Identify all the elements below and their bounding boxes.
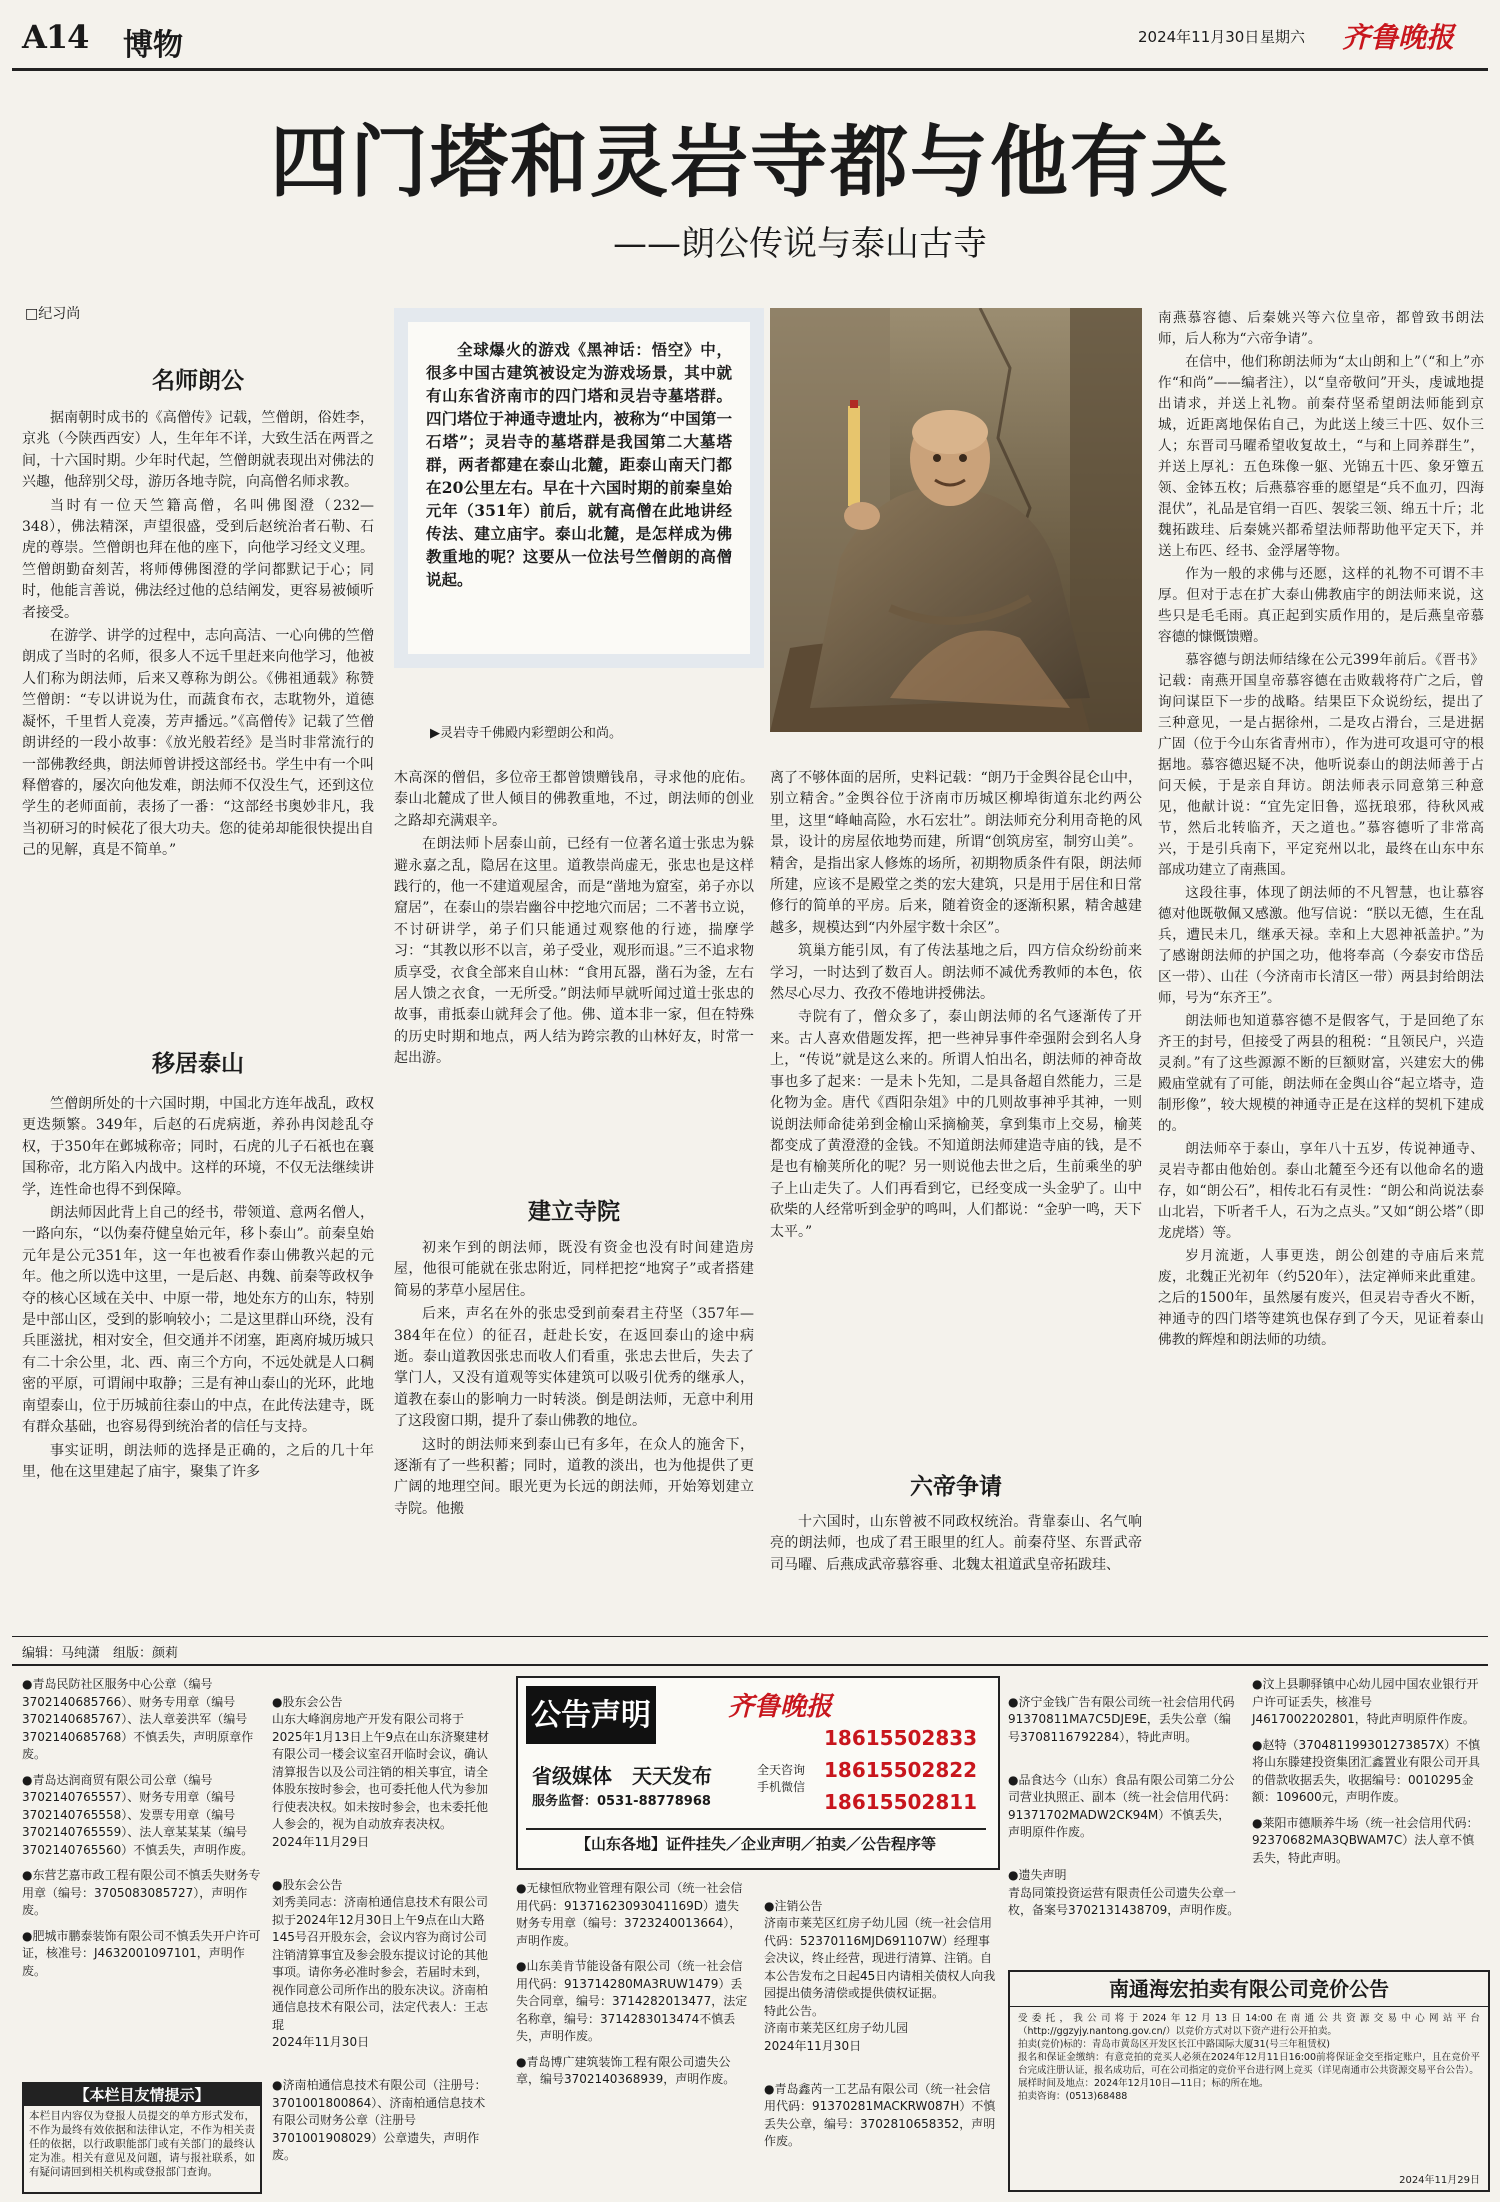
classified-ad: ●莱阳市德顺养牛场（统一社会信用代码：92370682MA3QBWAM7C）法人章不慎丢失，特此声明。 [1252,1815,1479,1865]
classified-ad: ●注销公告 济南市莱芜区红房子幼儿园（统一社会信用代码：52370116MJD691107W）经理事会决议，终止经营，现进行清算、注销。自本公告发布之日起45日内请相关债权人向我园提出债务清偿或提供债权证据。 特此公告。 济南市莱芜区红房子幼儿园 2024年11月30日 [764,1898,996,2053]
newspaper-logo: 齐鲁晚报 [1342,21,1455,54]
ads-column-5 [1008,1676,1240,1945]
classified-ad: ●青岛博广建筑装饰工程有限公司遗失公章，编号3702140368939，声明作废。 [516,2054,736,2086]
page-header [0,0,1500,75]
lead-text: 全球爆火的游戏《黑神话：悟空》中，很多中国古建筑被设定为游戏场景，其中就有山东省济南市的四门塔和灵岩寺墓塔群。四门塔位于神通寺遗址内，被称为“中国第一石塔”；灵岩寺的墓塔群是我国第二大墓塔群，两者都建在泰山北麓，距泰山南天门都在20公里左右。早在十六国时期的前秦皇始元年（351年）前后，就有高僧在此地讲经传法、建立庙宇。泰山北麓，是怎样成为佛教重地的呢？这要从一位法号竺僧朗的高僧说起。 [426,340,732,589]
classified-ad: ●济宁金钱广告有限公司统一社会信用代码91370811MA7C5DJE9E，丢失公章（编号3708116792284），特此声明。 [1008,1694,1235,1744]
paragraph: 当时有一位天竺籍高僧，名叫佛图澄（232—348），佛法精深，声望很盛，受到后赵统治者石勒、石虎的尊崇。竺僧朗也拜在他的座下，向他学习经文义理。竺僧朗勤奋刻苦，将师傅佛图澄的学问都默记于心；同时，他能言善说，佛法经过他的总结阐发，更容易被倾听者接受。 [22,497,374,621]
classified-ad: ●无棣恒欣物业管理有限公司（统一社会信用代码：91371623093041169D）遗失财务专用章（编号：3723240013664），声明作废。 [516,1881,743,1948]
subheading-liudi: 六帝争请 [910,1474,1002,1500]
ad-box-phone: 18615502822 [824,1758,978,1782]
paragraph: 寺院有了，僧众多了，泰山朗法师的名气逐渐传了开来。古人喜欢借题发挥，把一些神异事件牵强附会到名人身上，“传说”就是这么来的。所谓人怕出名，朗法师的神奇故事也多了起来：一是未卜先知，二是具备超自然能力，三是化物为金。唐代《酉阳杂俎》中的几则故事神乎其神，一则说朗法师命徒弟到金榆山采摘榆荚，拿到集市上交易，榆荚都变成了黄澄澄的金钱。不知道朗法师建造寺庙的钱，是不是也有榆荚所化的呢？另一则说他去世之后，生前乘坐的驴子上山走失了。人们再看到它，已经变成一头金驴了。山中砍柴的人经常听到金驴的鸣叫，人们都说：“金驴一鸣，天下太平。” [770,1009,1142,1240]
classified-ad: ●青岛民防社区服务中心公章（编号3702140685766）、财务专用章（编号3702140685767）、法人章姜洪军（编号3702140685768）不慎丢失，声明原章作废。 [22,1677,254,1761]
classified-ad: ●山东美肯节能设备有限公司（统一社会信用代码：913714280MA3RUW1479）丢失合同章，编号：3714282013477，法定名称章，编号：3714283013474不慎丢失，声明作废。 [516,1959,748,2043]
classified-ad: ●汶上县聊驿镇中心幼儿园中国农业银行开户许可证丢失，核准号J4617002202801，特此声明原件作废。 [1252,1677,1479,1726]
editor-credits: 编辑：马纯潇 组版：颜莉 [22,1646,179,1661]
lead-box-inner [408,322,750,654]
classified-ad: ●青岛达润商贸有限公司公章（编号3702140765557）、财务专用章（编号3702140765558）、发票专用章（编号3702140765559）、法人章某某某（编号3702140765560）不慎丢失，声明作废。 [22,1772,254,1857]
subheading-yiju: 移居泰山 [152,1051,244,1077]
auction-body: 受委托，我公司将于2024年12月13日14:00在南通公共资源交易中心网站平台（http://ggzyjy.nantong.gov.cn/）以竞价方式对以下资产进行公开拍卖。 拍卖(竞价)标的：青岛市黄岛区开发区长江中路国际大厦31(号三年租赁权) 报名和保证金缴纳：有意竞拍的竞买人必须在2024年12月11日16:00前将保证金交至指定账户，且在竞价平台完成注册认证，报名成功后，可在公司指定的竞价平台进行网上竞买（详见南通市公共资源交易平台公告）。 展样时间及地点：2024年12月10日—11日；标的所在地。 拍卖咨询：(0513)68488 [1018,2013,1480,2102]
paragraph: 朗法师卒于泰山，享年八十五岁，传说神通寺、灵岩寺都由他始创。泰山北麓至今还有以他命名的遗存，如“朗公石”，相传北石有灵性：“朗公和尚说法泰山北岩，下听者千人，石为之点头。”又如“朗公塔”（即龙虎塔）等。 [1158,1141,1484,1241]
paragraph: 作为一般的求佛与还愿，这样的礼物不可谓不丰厚。但对于志在扩大泰山佛教庙宇的朗法师来说，这些只是毛毛雨。真正起到实质作用的，是后燕皇帝慕容德的慷慨馈赠。 [1158,566,1484,645]
paragraph: 这段往事，体现了朗法师的不凡智慧，也让慕容德对他既敬佩又感激。他写信说：“朕以无德，生在乱兵，遭民未几，继承天禄。幸和上大恩神祇盖护。”为了感谢朗法师的护国之功，他将奉高（今泰安市岱岳区一带）、山茌（今济南市长清区一带）两县封给朗法师，号为“东齐王”。 [1158,885,1484,1006]
column-2a [394,768,754,1072]
paragraph: 南燕慕容德、后秦姚兴等六位皇帝，都曾致书朗法师，后人称为“六帝争请”。 [1158,310,1484,347]
classified-ad: ●青岛鑫芮一工艺品有限公司（统一社会信用代码：91370281MACKRW087H）不慎丢失公章，编号：3702810658352，声明作废。 [764,2081,996,2148]
notice-body: 本栏目内容仅为登报人员提交的单方形式发布，不作为最终有效依据和法律认定，不作为相关责任的依据，以行政职能部门或有关部门的最终认定为准。相关有意见及问题，请与报社联系，如有疑问请回到相关机构或登报部门查询。 [29,2110,255,2178]
ads-column-3 [516,1880,748,2097]
column-4 [1158,308,1484,1353]
classified-ad: ●肥城市鹏泰装饰有限公司不慎丢失开户许可证，核准号：J4632001097101，声明作废。 [22,1928,261,1978]
column-3b [770,1512,1142,1578]
paragraph: 岁月流逝，人事更迭，朗公创建的寺庙后来荒废，北魏正光初年（约520年），法定禅师来此重建。之后的1500年，虽然屡有废兴，但灵岩寺香火不断，神通寺的四门塔等建筑也保存到了今天，见证着泰山佛教的辉煌和朗法师的功绩。 [1158,1248,1484,1348]
notice-box [22,2082,262,2194]
article-title: 四门塔和灵岩寺都与他有关 [269,117,1230,208]
article-photo [770,308,1142,732]
column-1a [22,408,374,864]
ad-box-bar: 【山东各地】证件挂失／企业声明／拍卖／公告程序等 [526,1828,986,1858]
credits-rule [12,1636,1488,1637]
auction-notice-box [1008,1970,1490,2192]
paragraph: 事实证明，朗法师的选择是正确的，之后的几十年里，他在这里建起了庙宇，聚集了许多 [22,1442,374,1480]
auction-date: 2024年11月29日 [1399,2175,1480,2186]
byline: □纪习尚 [25,306,81,322]
classified-ad: ●遗失声明 青岛同策投资运营有限责任公司遗失公章一枚，备案号3702131438709，声明作废。 [1008,1868,1240,1917]
ads-column-2 [272,1676,492,2190]
header-rule [12,68,1488,71]
lead-box [394,308,764,668]
classified-ad: ●股东会公告 山东大峰润房地产开发有限公司将于2025年1月13日上午9点在山东济聚建材有限公司一楼会议室召开临时会议，确认清算报告以及公司注销的相关事宜，请全体股东按时参会，也可委托他人代为参加行使表决权。如未按时参会，也未委托他人参会的，视为自动放弃表决权。 2024年11月29日 [272,1694,490,1849]
photo-caption-text: ▶灵岩寺千佛殿内彩塑朗公和尚。 [430,726,622,741]
article-subtitle: ——朗公传说与泰山古寺 [613,224,987,264]
classified-ad: ●赵特（370481199301273857X）不慎将山东滕建投资集团汇鑫置业有限公司开具的借款收据丢失，收据编号：0010295金额：109600元，声明作废。 [1252,1737,1481,1804]
classified-ad: ●品食达今（山东）食品有限公司第二分公司营业执照正、副本（统一社会信用代码：91371702MADW2CK94M）不慎丢失，声明原件作废。 [1008,1772,1237,1839]
paragraph: 朗法师因此背上自己的经书，带领道、意两名僧人，一路向东，“以伪秦苻健皇始元年，移卜泰山”。前秦皇始元年是公元351年，这一年也被看作泰山佛教兴起的元年。他之所以选中这里，一是后赵、冉魏、前秦等政权争夺的核心区域在关中、中原一带，地处东方的山东，特别是中部山区，受到的影响较小；二是这里群山环绕，没有兵匪滋扰，相对安全，但交通并不闭塞，距离府城历城只有二十余公里，北、西、南三个方向，不远处就是人口稠密的平原，可谓闹中取静；三是有神山泰山的光环，此地南望泰山，位于历城前往泰山的中点，在此传法建寺，既有群众基础，也容易得到统治者的信任与支持。 [22,1205,374,1436]
page-number: A14 [22,18,89,56]
paragraph: 在游学、讲学的过程中，志向高洁、一心向佛的竺僧朗成了当时的名师，很多人不远千里赶来向他学习，他被人们称为朗法师，后来又尊称为朗公。《佛祖通载》称赞竺僧朗：“专以讲说为仕，而蔬食布衣，志耽物外，道德凝怀，千里哲人竞凑，芳声播远。”《高僧传》记载了竺僧朗讲经的一段小故事：《放光般若经》是当时非常流行的一部佛教经典，朗法师曾讲授这部经书。学生中有一个叫释僧睿的，屡次向他发难，朗法师不仅没生气，还到这位学生的老师面前，表扬了一番：“这部经书奥妙非凡，我当初研习的时候花了很大功夫。您的徒弟却能很快提出自己的见解，真是不简单。” [22,628,374,859]
ad-box-title: 公告声明 [531,1698,651,1733]
paragraph: 十六国时，山东曾被不同政权统治。背靠泰山、名气响亮的朗法师，也成了君王眼里的红人。前秦苻坚、东晋武帝司马曜、后燕成武帝慕容垂、北魏太祖道武皇帝拓跋珪、 [770,1514,1142,1573]
ad-box-brand: 齐鲁晚报 [728,1692,833,1722]
notice-title: 【本栏目友情提示】 [24,2084,260,2106]
subheading-mingshi: 名师朗公 [152,368,244,394]
paragraph: 筑巢方能引凤，有了传法基地之后，四方信众纷纷前来学习，一时达到了数百人。朗法师不减优秀教师的本色，依然尽心尽力、孜孜不倦地讲授佛法。 [770,943,1142,1003]
column-2b [394,1238,754,1522]
paragraph: 在信中，他们称朗法师为“太山朗和上”（“和上”亦作“和尚”——编者注），以“皇帝敬问”开头，虔诚地提出请求，并送上礼物。前秦苻坚希望朗法师能到京城，近距离地保佑自己，为此送上绫三十匹、奴仆三人；东晋司马曜希望收复故土，“与和上同养群生”，并送上厚礼：五色珠像一躯、光锦五十匹、象牙簟五领、金钵五枚；后燕慕容垂的愿望是“兵不血刃，四海混伏”，礼品是官绢一百匹、袈裟三领、绵五十斤；北魏拓跋珪、后秦姚兴都希望法师帮助他平定天下，并送上布匹、经书、金浮屠等物。 [1158,354,1484,559]
subheading-jianli: 建立寺院 [528,1199,620,1225]
ad-box-phone: 18615502833 [824,1726,978,1750]
issue-weekday: 星期六 [1260,28,1306,46]
ad-box-service: 服务监督：0531-88778968 [532,1794,711,1809]
ads-column-6 [1252,1676,1486,1875]
column-1b [22,1094,374,1485]
paragraph: 这时的朗法师来到泰山已有多年，在众人的施舍下，逐渐有了一些积蓄；同时，道教的淡出，也为他提供了更广阔的地理空间。眼光更为长远的朗法师，开始筹划建立寺院。他搬 [394,1436,754,1517]
paragraph: 朗法师也知道慕容德不是假客气，于是回绝了东齐王的封号，但接受了两县的租税：“且领民户，兴造灵刹。”有了这些源源不断的巨额财富，兴建宏大的佛殿庙堂就有了可能，朗法师在金舆山谷“起立塔寺，造制形像”，较大规模的神通寺正是在这样的契机下建成的。 [1158,1013,1484,1134]
paragraph: 离了不够体面的居所，史料记载：“朗乃于金舆谷昆仑山中，别立精舍。”金舆谷位于济南市历城区柳埠街道东北约两公里，这里“峰岫高险，水石宏壮”。朗法师充分利用奇艳的风景，设计的房屋依地势而建，所谓“创筑房室，制穷山美”。精舍，是指出家人修炼的场所，初期物质条件有限，朗法师所建，应该不是殿堂之类的宏大建筑，只是用于居住和日常修行的简单的平房。后来，随着资金的逐渐积累，精舍越建越多，规模达到“内外屋宇数十余区”。 [770,770,1142,936]
issue-date: 2024年11月30日 [1138,28,1260,46]
ads-top-rule [12,1664,1488,1666]
paragraph: 在朗法师卜居泰山前，已经有一位著名道士张忠为躲避永嘉之乱，隐居在这里。道教崇尚虚无，张忠也是这样践行的，他一不建道观屋舍，而是“凿地为窟室，弟子亦以窟居”，在泰山的崇岩幽谷中挖地穴而居；二不著书立说，不讨研讲学，弟子们只能通过观察他的行迹，揣摩学习：“其教以形不以言，弟子受业，观形而退。”三不追求物质享受，衣食全部来自山林：“食用瓦器，凿石为釜，左右居人馈之衣食，一无所受。”朗法师早就听闻过道士张忠的故事，甫抵泰山就拜会了他。佛、道本非一家，但在特殊的历史时期和地点，两人结为跨宗教的山林好友，时常一起出游。 [394,836,754,1067]
ad-box-phone: 18615502811 [824,1790,978,1814]
ad-box-slogan: 省级媒体 天天发布 [532,1764,712,1788]
classified-ad: ●济南柏通信息技术有限公司（注册号：3701001800864）、济南柏通信息技术有限公司财务公章（注册号3701001908029）公章遗失，声明作废。 [272,2078,487,2162]
ads-column-4 [764,1880,996,2176]
paragraph: 后来，声名在外的张忠受到前秦君主苻坚（357年—384年在位）的征召，赶赴长安，在返回泰山的途中病逝。泰山道教因张忠而收人们看重，张忠去世后，失去了掌门人，又没有道观等实体建筑可以吸引优秀的继承人，道教在泰山的影响力一时转淡。倒是朗法师，无意中利用了这段窗口期，提升了泰山佛教的地位。 [394,1306,754,1430]
auction-title: 南通海宏拍卖有限公司竞价公告 [1010,1972,1488,2007]
photo-caption [430,722,770,746]
ads-column-1 [22,1676,262,1988]
paragraph: 慕容德与朗法师结缘在公元399年前后。《晋书》记载：南燕开国皇帝慕容德在击败载将苻广之后，曾询问谋臣下一步的战略。结果臣下众说纷纭，提出了三种意见，一是占据徐州，二是攻占滑台，三是进据广固（位于今山东省青州市），作为进可攻退可守的根据地。慕容德迟疑不决，他听说泰山的朗法师善于占问天候，于是亲自拜访。朗法师表示同意第三种意见，他献计说：“宜先定旧鲁，巡抚琅邪，待秋风戒节，然后北转临齐，天之道也。”慕容德听了非常高兴，于是引兵南下，平定兖州以北，最终在山东中东部成功建立了南燕国。 [1158,652,1484,878]
monk-statue-image [770,308,1142,732]
paragraph: 竺僧朗所处的十六国时期，中国北方连年战乱，政权更迭频繁。349年，后赵的石虎病逝，养孙冉闵趁乱夺权，于350年在邺城称帝；同时，石虎的儿子石祇也在襄国称帝，北方陷入内战中。这样的环境，不仅无法继续讲学，连性命也得不到保障。 [22,1096,374,1198]
paragraph: 木高深的僧侣，多位帝王都曾馈赠钱帛，寻求他的庇佑。泰山北麓成了世人倾目的佛教重地，不过，朗法师的创业之路却充满艰辛。 [394,770,754,829]
paragraph: 初来乍到的朗法师，既没有资金也没有时间建造房屋，他很可能就在张忠附近，同样把挖“地窝子”或者搭建简易的茅草小屋居住。 [394,1240,754,1299]
classified-ad: ●股东会公告 刘秀美同志：济南柏通信息技术有限公司拟于2024年12月30日上午9点在山大路145号召开股东会，会议内容为商讨公司注销清算事宜及参会股东提议讨论的其他事项。请你务必准时参会，若届时未到，视作同意公司所作出的股东决议。济南柏通信息技术有限公司，法定代表人：王志琨 2024年11月30日 [272,1877,489,2049]
paragraph: 据南朝时成书的《高僧传》记载，竺僧朗，俗姓李，京兆（今陕西西安）人，生年年不详，大致生活在两晋之间，十六国时期。少年时代起，竺僧朗就表现出对佛法的兴趣，他辞别父母，游历各地寺院，向高僧名师求教。 [22,410,374,491]
classified-ad: ●东营艺嘉市政工程有限公司不慎丢失财务专用章（编号：3705083085727），声明作废。 [22,1868,261,1917]
ad-box-contact: 全天咨询 手机微信 [756,1763,805,1794]
column-3a [770,768,1142,1245]
ad-announcement-box [516,1676,1000,1870]
section-name: 博物 [123,28,183,63]
